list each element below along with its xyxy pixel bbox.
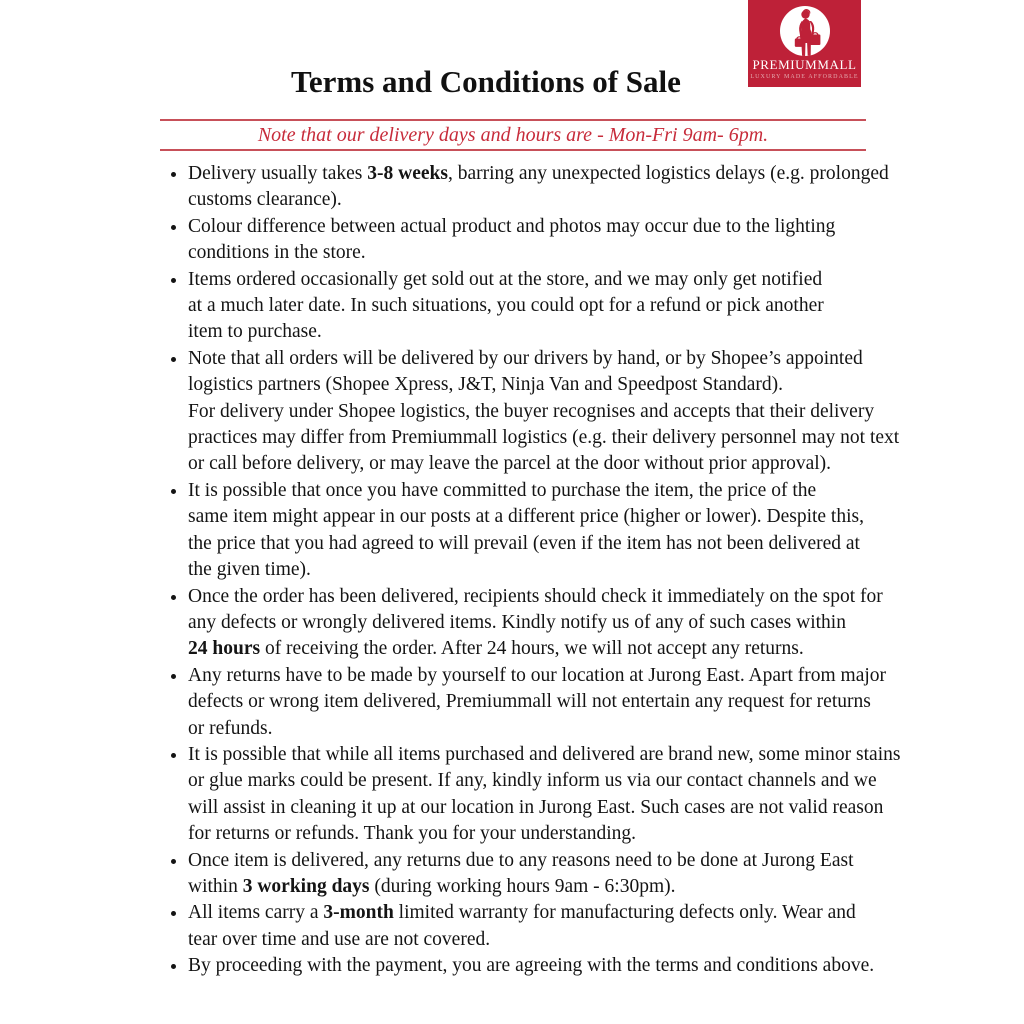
term-item: • Once item is delivered, any returns due to any reasons need to be done at Jurong East within 3 working days (during working hours 9am - 6:30pm).	[188, 848, 902, 901]
term-item: • Once the order has been delivered, recipients should check it immediately on the spot for any defects or wrongly delivered items. Kindly notify us of any of such cases within 24 hours of receiving the order. After 24 hours, we will not accept any returns.	[188, 584, 902, 663]
page-title: Terms and Conditions of Sale	[291, 64, 681, 99]
divider-line-bottom	[160, 149, 866, 151]
logo-brand-text: PREMIUMMALL	[752, 57, 857, 72]
term-item: • Colour difference between actual product and photos may occur due to the lighting conditions in the store.	[188, 214, 902, 267]
term-item: • Note that all orders will be delivered by our drivers by hand, or by Shopee’s appointed logistics partners (Shopee Xpress, J&T, Ninja Van and Speedpost Standard). For delivery under Shopee logistics, the buyer recognises and accepts that their delivery practices may differ from Premiummall logistics (e.g. their delivery personnel may not text or call before delivery, or may leave the parcel at the door without prior approval).	[188, 346, 902, 478]
terms-list	[160, 161, 902, 980]
logo-tagline-text: LUXURY MADE AFFORDABLE	[750, 74, 859, 80]
divider-line-top	[160, 119, 866, 121]
term-item: • All items carry a 3-month limited warranty for manufacturing defects only. Wear and tear over time and use are not covered.	[188, 900, 902, 953]
term-item: • Delivery usually takes 3-8 weeks, barring any unexpected logistics delays (e.g. prolonged customs clearance).	[188, 161, 902, 214]
term-item: • By proceeding with the payment, you are agreeing with the terms and conditions above.	[188, 953, 902, 979]
term-item: • It is possible that once you have committed to purchase the item, the price of the same item might appear in our posts at a different price (higher or lower). Despite this, the price that you had agreed to will prevail (even if the item has not been delivered at the given time).	[188, 478, 902, 584]
delivery-hours-note: Note that our delivery days and hours are - Mon-Fri 9am- 6pm.	[257, 124, 769, 146]
term-item: • It is possible that while all items purchased and delivered are brand new, some minor stains or glue marks could be present. If any, kindly inform us via our contact channels and we will assist in cleaning it up at our location in Jurong East. Such cases are not valid reason for returns or refunds. Thank you for your understanding.	[188, 742, 902, 848]
woman-shopper-with-bags-icon	[780, 6, 830, 56]
term-item: • Any returns have to be made by yourself to our location at Jurong East. Apart from major defects or wrong item delivered, Premiummall will not entertain any request for returns or refunds.	[188, 663, 902, 742]
term-item: • Items ordered occasionally get sold out at the store, and we may only get notified at a much later date. In such situations, you could opt for a refund or pick another item to purchase.	[188, 267, 902, 346]
